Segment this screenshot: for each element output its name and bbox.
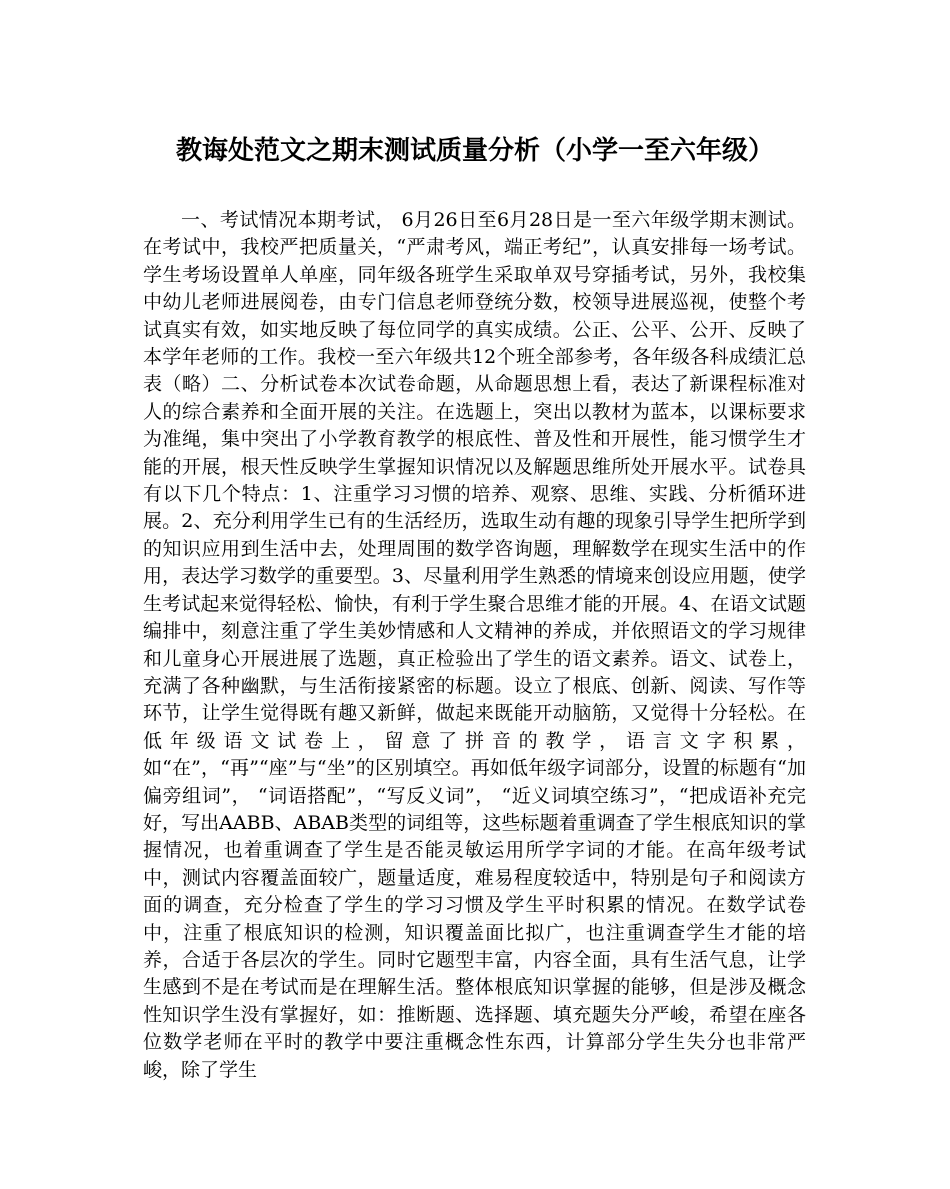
document-title: 教诲处范文之期末测试质量分析（小学一至六年级） — [175, 136, 774, 166]
document-body-paragraph: 一、考试情况本期考试， 6月26日至6月28日是一至六年级学期末测试。在考试中，我校严把质量关，“严肃考风，端正考纪”，认真安排每一场考试。学生考场设置单人单座，同年级各班学生采取单双号穿插考试，另外，我校集中幼儿老师进展阅卷，由专门信息老师登统分数，校领导进展巡视，使整个考试真实有效，如实地反映了每位同学的真实成绩。公正、公平、公开、反映了本学年老师的工作。我校一至六年级共12个班全部参考，各年级各科成绩汇总表（略）二、分析试卷本次试卷命题，从命题思想上看，表达了新课程标准对人的综合素养和全面开展的关注。在选题上，突出以教材为蓝本，以课标要求为准绳，集中突出了小学教育教学的根底性、普及性和开展性，能习惯学生才能的开展，根天性反映学生掌握知识情况以及解题思维所处开展水平。试卷具有以下几个特点：1、注重学习习惯的培养、观察、思维、实践、分析循环进展。2、充分利用学生已有的生活经历，选取生动有趣的现象引导学生把所学到的知识应用到生活中去，处理周围的数学咨询题，理解数学在现实生活中的作用，表达学习数学的重要型。3、尽量利用学生熟悉的情境来创设应用题，使学生考试起来觉得轻松、愉快，有利于学生聚合思维才能的开展。4、在语文试题编排中，刻意注重了学生美妙情感和人文精神的养成，并依照语文的学习规律和儿童身心开展进展了选题，真正检验出了学生的语文素养。语文、试卷上，充满了各种幽默，与生活衔接紧密的标题。设立了根底、创新、阅读、写作等环节，让学生觉得既有趣又新鲜，做起来既能开动脑筋，又觉得十分轻松。在低年级语文试卷上，留意了拼音的教学，语言文字积累，如“在”，“再”“座”与“坐”的区别填空。再如低年级字词部分，设置的标题有“加偏旁组词”， “词语搭配”，“写反义词”， “近义词填空练习”，“把成语补充完好，写出AABB、ABAB类型的词组等，这些标题着重调查了学生根底知识的掌握情况，也着重调查了学生是否能灵敏运用所学字词的才能。在高年级考试中，测试内容覆盖面较广，题量适度，难易程度较适中，特别是句子和阅读方面的调查，充分检查了学生的学习习惯及学生平时积累的情况。在数学试卷中，注重了根底知识的检测，知识覆盖面比拟广，也注重调查学生才能的培养，合适于各层次的学生。同时它题型丰富，内容全面，具有生活气息，让学生感到不是在考试而是在理解生活。整体根底知识掌握的能够，但是涉及概念性知识学生没有掌握好，如：推断题、选择题、填充题失分严峻，希望在座各位数学老师在平时的教学中要注重概念性东西，计算部分学生失分也非常严峻，除了学生 — [143, 209, 806, 1081]
